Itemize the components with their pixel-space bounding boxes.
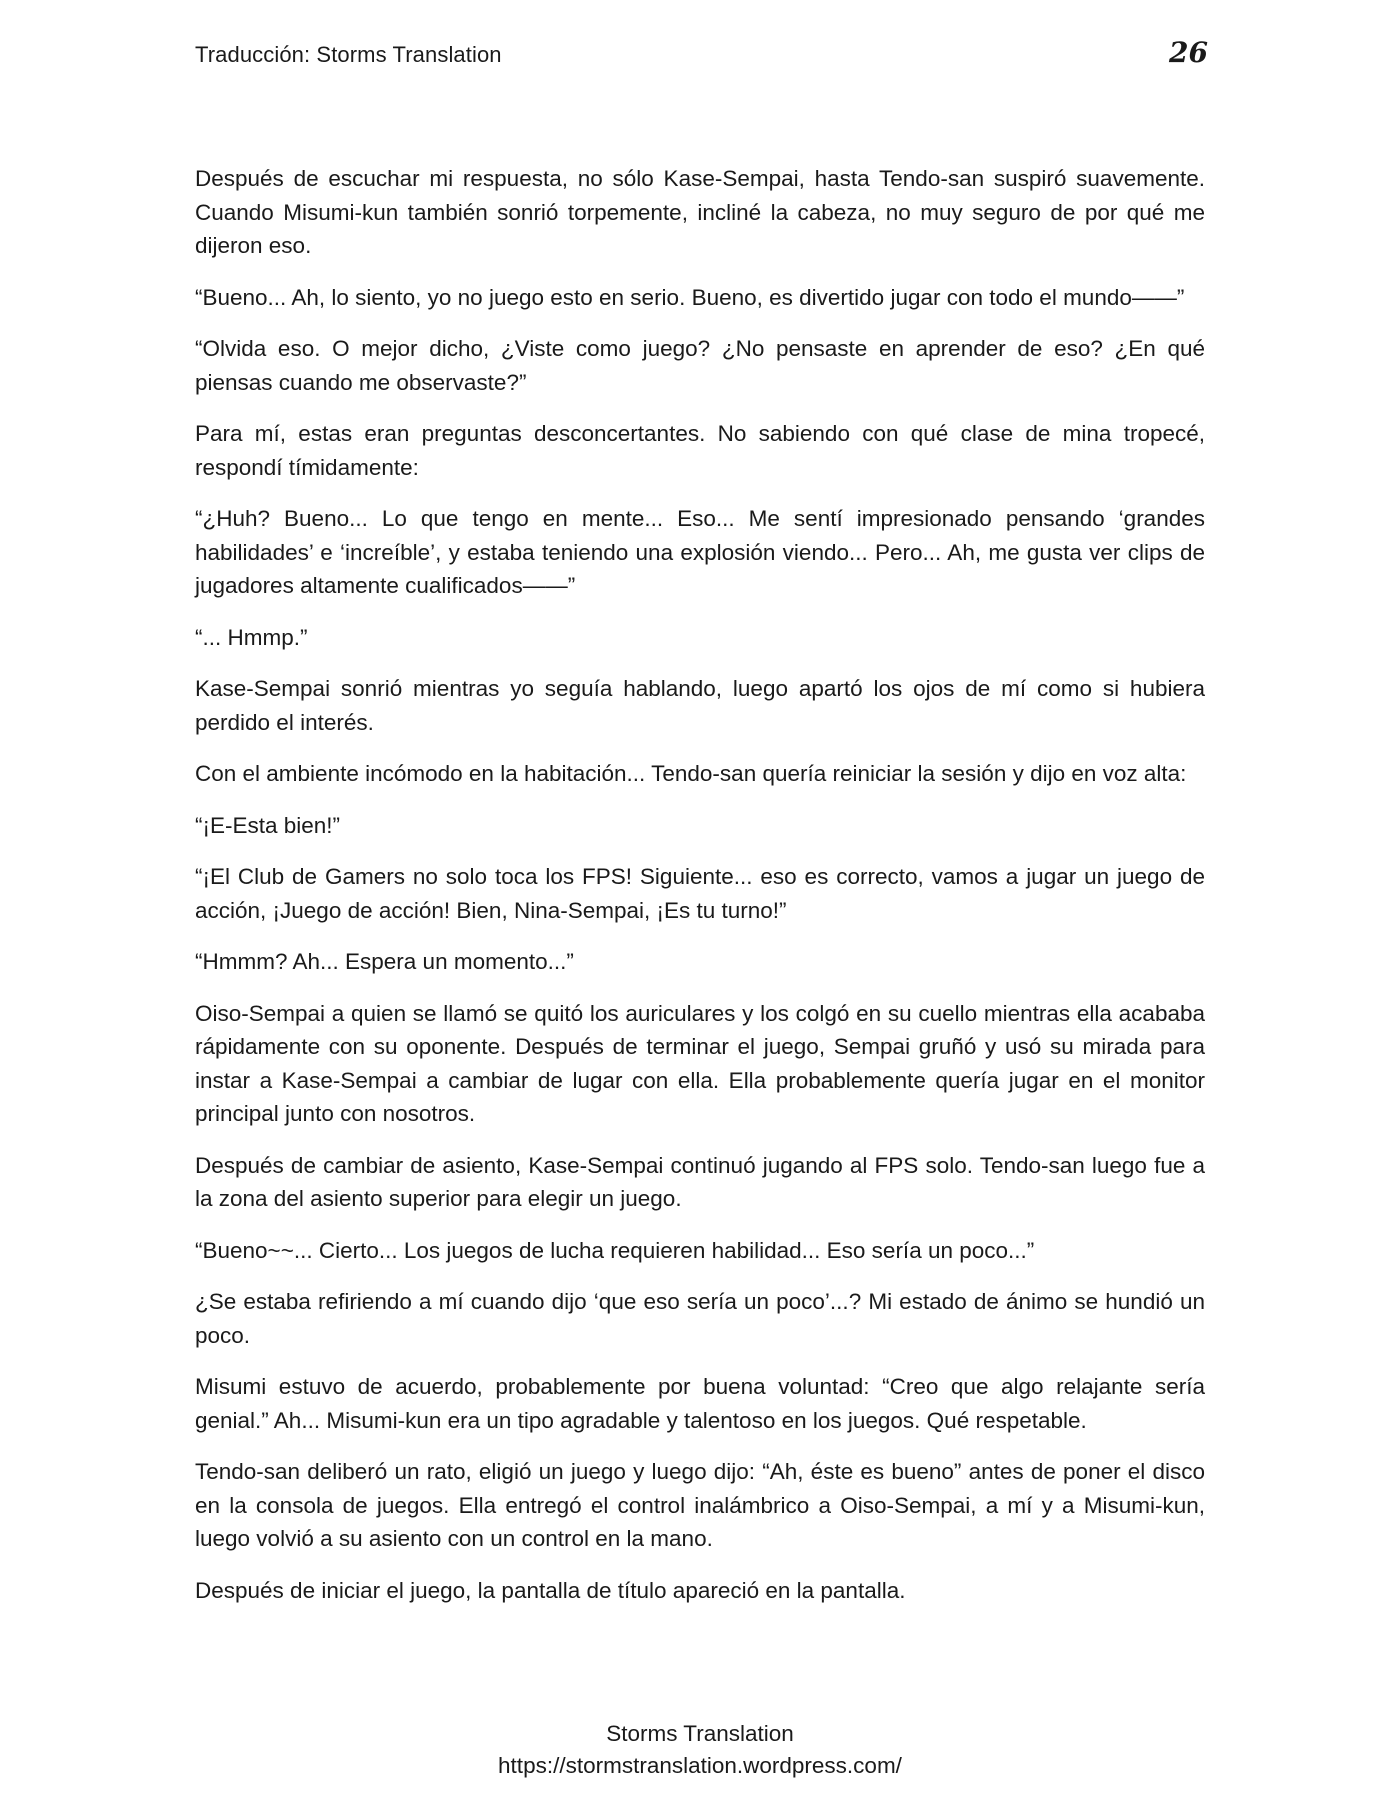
paragraph: Misumi estuvo de acuerdo, probablemente por buena voluntad: “Creo que algo relajante sería genial.” Ah... Misumi-kun era un tipo agradable y talentoso en los juegos. Qué respetable. <box>195 1374 1205 1433</box>
footer-url: https://stormstranslation.wordpress.com/ <box>498 1753 902 1778</box>
header-title: Traducción: Storms Translation <box>195 42 502 67</box>
paragraph: Después de cambiar de asiento, Kase-Sempai continuó jugando al FPS solo. Tendo-san luego fue a la zona del asiento superior para elegir un juego. <box>195 1152 1205 1211</box>
paragraph: “¡E-Esta bien!” <box>195 812 341 838</box>
paragraph: Después de iniciar el juego, la pantalla de título apareció en la pantalla. <box>195 1577 906 1603</box>
paragraph: Tendo-san deliberó un rato, eligió un juego y luego dijo: “Ah, éste es bueno” antes de poner el disco en la consola de juegos. Ella entregó el control inalámbrico a Oiso-Sempai, a mí y a Misumi-kun, luego volvió a su asiento con un control en la mano. <box>195 1459 1205 1551</box>
paragraph: “... Hmmp.” <box>195 624 308 650</box>
paragraph: ¿Se estaba refiriendo a mí cuando dijo ‘que eso sería un poco’...? Mi estado de ánimo se hundió un poco. <box>195 1289 1205 1348</box>
paragraph: Para mí, estas eran preguntas desconcertantes. No sabiendo con qué clase de mina tropecé, respondí tímidamente: <box>195 421 1205 480</box>
paragraph: “¿Huh? Bueno... Lo que tengo en mente... Eso... Me sentí impresionado pensando ‘grandes habilidades’ e ‘increíble’, y estaba teniendo una explosión viendo... Pero... Ah, me gusta ver clips de jugadores altamente cualificados——” <box>195 506 1205 598</box>
paragraph: Oiso-Sempai a quien se llamó se quitó los auriculares y los colgó en su cuello mientras ella acababa rápidamente con su oponente. Después de terminar el juego, Sempai gruñó y usó su mirada para instar a Kase-Sempai a cambiar de lugar con ella. Ella probablemente quería jugar en el monitor principal junto con nosotros. <box>195 1000 1205 1126</box>
paragraph: “Hmmm? Ah... Espera un momento...” <box>195 949 574 974</box>
paragraph: “Olvida eso. O mejor dicho, ¿Viste como juego? ¿No pensaste en aprender de eso? ¿En qué piensas cuando me observaste?” <box>195 336 1205 395</box>
paragraph: Después de escuchar mi respuesta, no sólo Kase-Sempai, hasta Tendo-san suspiró suavemente. Cuando Misumi-kun también sonrió torpemente, incliné la cabeza, no muy seguro de por qué me dijeron eso. <box>195 166 1205 258</box>
paragraph: Kase-Sempai sonrió mientras yo seguía hablando, luego apartó los ojos de mí como si hubiera perdido el interés. <box>195 676 1205 735</box>
footer <box>0 1718 1400 1782</box>
page-number: 26 <box>1169 36 1208 69</box>
paragraph: “Bueno... Ah, lo siento, yo no juego esto en serio. Bueno, es divertido jugar con todo el mundo——” <box>195 284 1185 310</box>
footer-name: Storms Translation <box>606 1721 794 1746</box>
paragraph: Con el ambiente incómodo en la habitación... Tendo-san quería reiniciar la sesión y dijo en voz alta: <box>195 761 1187 786</box>
paragraph: “¡El Club de Gamers no solo toca los FPS! Siguiente... eso es correcto, vamos a jugar un juego de acción, ¡Juego de acción! Bien, Nina-Sempai, ¡Es tu turno!” <box>195 864 1205 923</box>
body-text <box>195 162 1205 1625</box>
paragraph: “Bueno~~... Cierto... Los juegos de lucha requieren habilidad... Eso sería un poco...” <box>195 1237 1035 1263</box>
